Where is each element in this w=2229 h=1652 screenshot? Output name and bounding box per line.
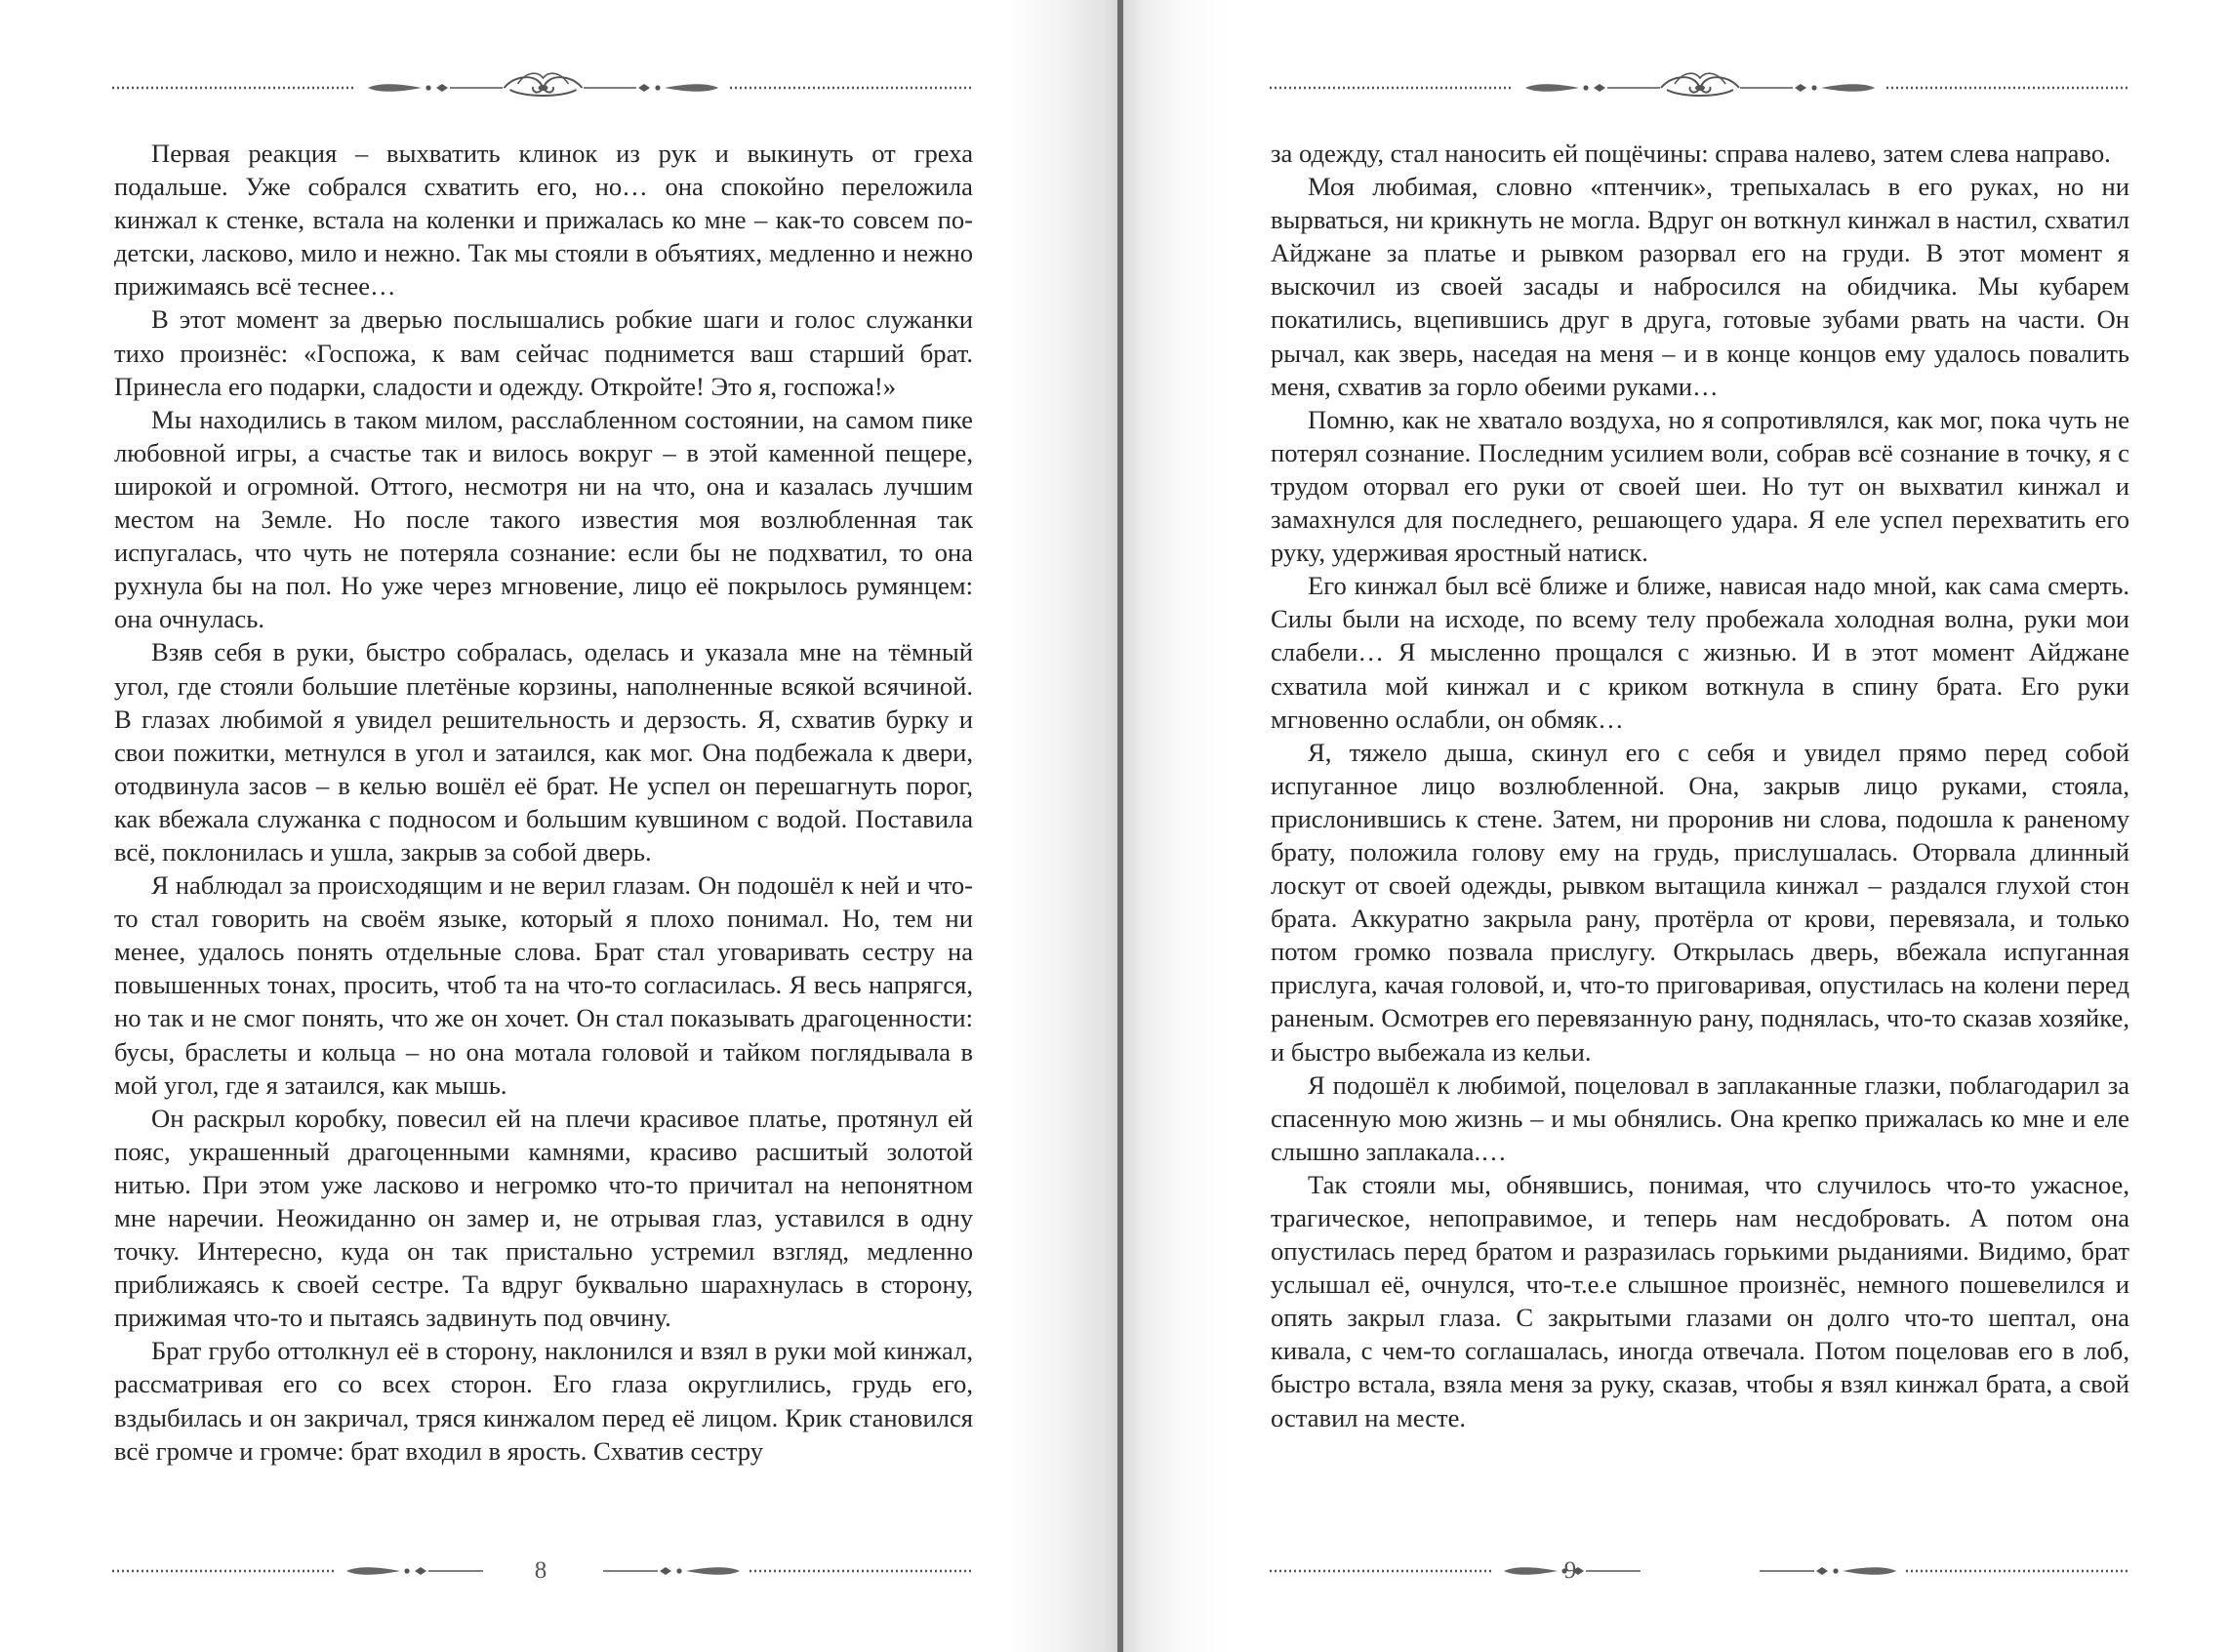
paragraph-continuation: за одежду, стал наносить ей пощёчины: справа налево, затем слева направо. xyxy=(1271,139,2111,168)
header-ornament xyxy=(1270,68,2130,107)
header-ornament xyxy=(112,68,974,107)
left-page-text xyxy=(114,137,973,1468)
paragraph: Я, тяжело дыша, скинул его с себя и увидел прямо перед собой испуганное лицо возлюбленной. Она, закрыв лицо руками, стояла, прислонившись к стене. Затем, ни проронив ни слова, подошла к раненому брату, положила голову ему на грудь, прислушалась. Оторвала длинный лоскут от своей одежды, рывком вытащила кинжал – раздался глухой стон брата. Аккуратно закрыла рану, протёрла от крови, перевязала, и только потом громко позвала прислугу. Открылась дверь, вбежала испуганная прислуга, качая головой, и, что-то приговаривая, опустилась на колени перед раненым. Осмотрев его перевязанную рану, поднялась, что-то сказав хозяйке, и быстро выбежала из кельи. xyxy=(1271,737,2129,1067)
paragraph: Взяв себя в руки, быстро собралась, оделась и указала мне на тёмный угол, где стояли большие плетёные корзины, наполненные всякой всячиной. В глазах любимой я увидел решительность и дерзость. Я, схватив бурку и свои пожитки, метнулся в угол и затаился, как мог. Она подбежала к двери, отодвинула засов – в келью вошёл её брат. Не успел он перешагнуть порог, как вбежала служанка с подносом и большим кувшином с водой. Поставила всё, поклонилась и ушла, закрыв за собой дверь. xyxy=(114,637,973,866)
paragraph: Брат грубо оттолкнул её в сторону, наклонился и взял в руки мой кинжал, рассматривая его со всех сторон. Его глаза округлились, грудь его, вздыбилась и он закричал, тряся кинжалом перед её лицом. Крик становился всё громче и громче: брат входил в ярость. Схватив сестру xyxy=(114,1336,973,1466)
paragraph: Помню, как не хватало воздуха, но я сопротивлялся, как мог, пока чуть не потерял сознание. Последним усилием воли, собрав всё сознание в точку, я с трудом оторвал его руки от своей шеи. Но тут он выхватил кинжал и замахнулся для последнего, решающего удара. Я еле успел перехватить его руку, удерживая яростный натиск. xyxy=(1271,404,2129,568)
footer-ornament xyxy=(1270,1551,2130,1591)
paragraph: Его кинжал был всё ближе и ближе, нависая надо мной, как сама смерть. Силы были на исходе, по всему телу пробежала холодная волна, руки мои слабели… Я мысленно прощался с жизнью. И в этот момент Айджане схватила мой кинжал и с криком воткнула в спину брата. Его руки мгновенно ослабли, он обмяк… xyxy=(1271,571,2129,734)
right-page-text xyxy=(1271,137,2129,1434)
paragraph: Первая реакция – выхватить клинок из рук и выкинуть от греха подальше. Уже собрался схватить его, но… она спокойно переложила кинжал к стенке, встала на коленки и прижалась ко мне – как-то совсем по-детски, ласково, мило и нежно. Так мы стояли в объятиях, медленно и нежно прижимаясь всё теснее… xyxy=(114,139,973,302)
paragraph: Я подошёл к любимой, поцеловал в заплаканные глазки, поблагодарил за спасенную мою жизнь – и мы обнялись. Она крепко прижалась ко мне и еле слышно заплакала.… xyxy=(1271,1069,2129,1166)
paragraph: Мы находились в таком милом, расслабленном состоянии, на самом пике любовной игры, а счастье так и вилось вокруг – в этой каменной пещере, широкой и огромной. Оттого, несмотря ни на что, она и казалась лучшим местом на Земле. Но после такого известия моя возлюбленная так испугалась, что чуть не потеряла сознание: если бы не подхватил, то она рухнула бы на пол. Но уже через мгновение, лицо её покрылось румянцем: она очнулась. xyxy=(114,404,973,634)
paragraph: Я наблюдал за происходящим и не верил глазам. Он подошёл к ней и что-то стал говорить на своём языке, который я плохо понимал. Но, тем ни менее, удалось понять отдельные слова. Брат стал уговаривать сестру на повышенных тонах, просить, чтоб та на что-то согласилась. Я весь напрягся, но так и не смог понять, что же он хочет. Он стал показывать драгоценности: бусы, браслеты и кольца – но она мотала головой и тайком поглядывала в мой угол, где я затаился, как мышь. xyxy=(114,870,973,1100)
page-number: 8 xyxy=(534,1557,547,1584)
right-page xyxy=(1123,0,2229,1652)
page-number: 9 xyxy=(1563,1557,1577,1584)
paragraph: Моя любимая, словно «птенчик», трепыхалась в его руках, но ни вырваться, ни крикнуть не могла. Вдруг он воткнул кинжал в настил, схватил Айджане за платье и рывком разорвал его на груди. В этот момент я выскочил из своей засады и набросился на обидчика. Мы кубарем покатились, вцепившись друг в друга, готовые зубами рвать на части. Он рычал, как зверь, наседая на меня – и в конце концов ему удалось повалить меня, схватив за горло обеими руками… xyxy=(1271,172,2129,401)
paragraph: В этот момент за дверью послышались робкие шаги и голос служанки тихо произнёс: «Госпожа, к вам сейчас поднимется ваш старший брат. Принесла его подарки, сладости и одежду. Откройте! Это я, госпожа!» xyxy=(114,304,973,401)
paragraph: Он раскрыл коробку, повесил ей на плечи красивое платье, протянул ей пояс, украшенный драгоценными камнями, красиво расшитый золотой нитью. При этом уже ласково и негромко что-то причитал на непонятном мне наречии. Неожиданно он замер и, не отрывая глаз, уставился в одну точку. Интересно, куда он так пристально устремил взгляд, медленно приближаясь к своей сестре. Та вдруг буквально шарахнулась в сторону, прижимая что-то и пытаясь задвинуть под овчину. xyxy=(114,1103,973,1333)
paragraph: Так стояли мы, обнявшись, понимая, что случилось что-то ужасное, трагическое, непоправимое, и теперь нам несдобровать. А потом она опустилась перед братом и разразилась горькими рыданиями. Видимо, брат услышал её, очнулся, что-т.е.е слышное произнёс, немного пошевелился и опять закрыл глаза. С закрытыми глазами он долго что-то шептал, она кивала, с чем-то соглашалась, иногда отвечала. Потом поцеловав его в лоб, быстро встала, взяла меня за руку, сказав, чтобы я взял кинжал брата, а свой оставил на месте. xyxy=(1271,1169,2129,1432)
